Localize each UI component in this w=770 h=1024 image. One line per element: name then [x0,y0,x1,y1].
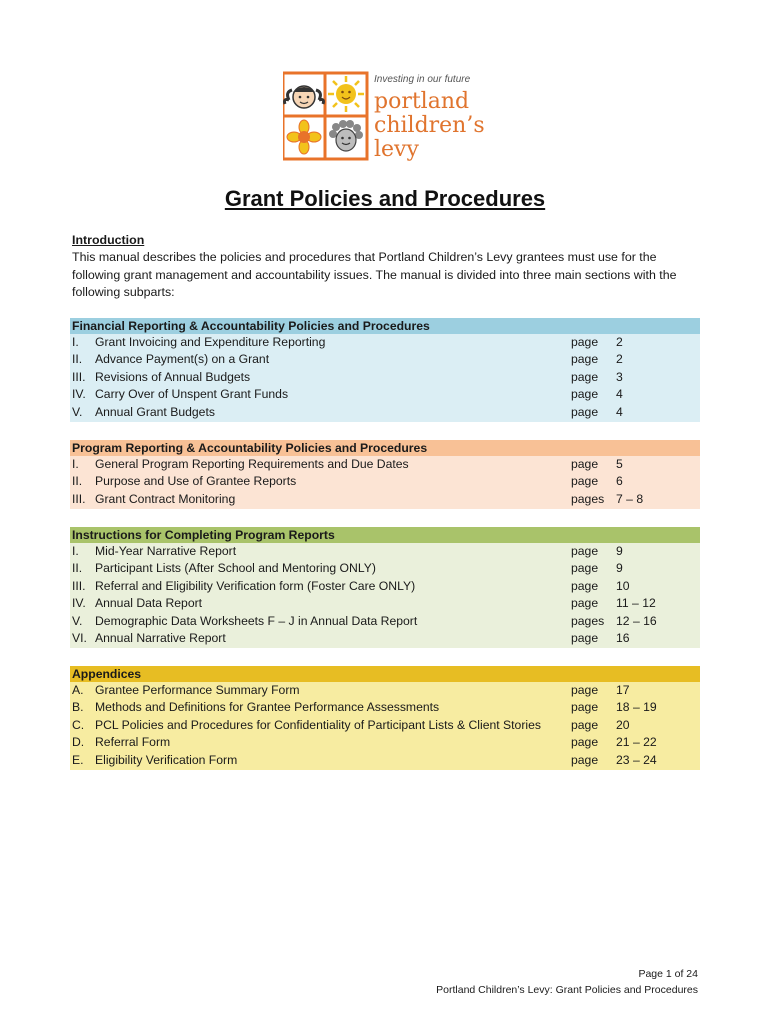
list-item [70,491,700,508]
item-label: Referral Form [95,735,171,750]
item-number: V. [72,404,83,419]
item-label: Referral and Eligibility Verification form (Foster Care ONLY) [95,578,416,593]
page-word: page [571,387,599,402]
item-number: II. [72,561,83,576]
portland-childrens-levy-logo [283,70,499,165]
item-number: B. [72,700,84,715]
item-number: VI. [72,630,87,645]
introduction-text: This manual describes the policies and procedures that Portland Children’s Levy grantees must use for the following grant management and accountability issues. The manual is divided into three main sections with the following subparts: [72,250,677,300]
item-label: PCL Policies and Procedures for Confidentiality of Participant Lists & Client Stories [95,717,541,732]
page-word: page [571,352,599,367]
list-item [70,560,700,577]
section-items [70,334,700,422]
page-number: 10 [616,578,630,593]
page-word: page [571,717,599,732]
item-number: III. [72,369,86,384]
page-number: 9 [616,561,623,576]
item-label: Grant Invoicing and Expenditure Reporting [95,335,326,349]
item-number: III. [72,491,86,506]
page-word: page [571,404,599,419]
item-label: Grant Contract Monitoring [95,491,236,506]
list-item [70,752,700,769]
page-number: 9 [616,544,623,558]
page-word: page [571,578,599,593]
item-label: Methods and Definitions for Grantee Performance Assessments [95,700,440,715]
item-number: I. [72,335,79,349]
item-number: C. [72,717,85,732]
page-word: page [571,735,599,750]
list-item [70,595,700,612]
page-number: 4 [616,387,623,402]
item-number: V. [72,613,83,628]
introduction-heading: Introduction [72,233,145,247]
item-label: Mid-Year Narrative Report [95,544,237,558]
list-item [70,386,700,403]
item-number: II. [72,474,83,489]
logo-graphic [283,70,499,165]
section-appendices [70,666,700,770]
introduction [72,232,702,302]
page-word: page [571,474,599,489]
item-number: II. [72,352,83,367]
item-label: Annual Grant Budgets [95,404,215,419]
page-number: 3 [616,369,623,384]
page-word: page [571,752,599,767]
page-word: page [571,544,599,558]
item-label: Revisions of Annual Budgets [95,369,251,384]
section-heading: Appendices [70,666,700,682]
item-number: E. [72,752,84,767]
list-item [70,682,700,699]
item-label: Purpose and Use of Grantee Reports [95,474,297,489]
page-number: 12 – 16 [616,613,657,628]
page-number: 21 – 22 [616,735,657,750]
section-financial-reporting [70,318,700,422]
item-number: I. [72,457,79,471]
section-items [70,456,700,509]
item-number: A. [72,683,84,697]
page-number: 16 [616,630,630,645]
section-heading: Financial Reporting & Accountability Policies and Procedures [70,318,700,334]
item-label: Annual Data Report [95,596,203,611]
page-word: page [571,700,599,715]
list-item [70,699,700,716]
item-label: Advance Payment(s) on a Grant [95,352,270,367]
list-item [70,613,700,630]
item-number: D. [72,735,85,750]
section-items [70,543,700,648]
list-item [70,351,700,368]
footer [436,966,698,998]
logo-tagline: Investing in our future [374,74,471,85]
document-label: Portland Children’s Levy: Grant Policies and Procedures [436,984,698,996]
list-item [70,404,700,421]
page-word: page [571,369,599,384]
page-number: 11 – 12 [616,596,656,611]
list-item [70,717,700,734]
sun-icon [328,76,364,112]
page-word: page [571,683,599,697]
page-number: 7 – 8 [616,491,644,506]
item-label: Annual Narrative Report [95,630,226,645]
page-title: Grant Policies and Procedures [224,186,546,211]
item-label: Demographic Data Worksheets F – J in Annual Data Report [95,613,418,628]
section-heading: Program Reporting & Accountability Policies and Procedures [70,440,700,456]
page-word: page [571,457,599,471]
list-item [70,630,700,647]
page-word: page [571,335,599,349]
list-item [70,334,700,351]
item-number: IV. [72,387,86,402]
page-number: 2 [616,335,623,349]
page-word: pages [571,613,605,628]
item-number: III. [72,578,86,593]
page-word: page [571,561,599,576]
item-label: Carry Over of Unspent Grant Funds [95,387,289,402]
page-number-label: Page 1 of 24 [638,968,698,980]
item-number: IV. [72,596,86,611]
item-label: General Program Reporting Requirements and Due Dates [95,457,409,471]
page-word: pages [571,491,605,506]
page-number: 20 [616,717,630,732]
list-item [70,369,700,386]
item-label: Grantee Performance Summary Form [95,683,300,697]
logo-line-3: levy [374,137,419,162]
page-number: 5 [616,457,623,471]
section-program-reporting [70,440,700,509]
page-number: 23 – 24 [616,752,657,767]
section-heading: Instructions for Completing Program Reports [70,527,700,543]
list-item [70,473,700,490]
page-number: 17 [616,683,630,697]
page-number: 2 [616,352,623,367]
list-item [70,734,700,751]
list-item [70,578,700,595]
page-number: 4 [616,404,623,419]
page-word: page [571,630,599,645]
section-items [70,682,700,770]
item-number: I. [72,544,79,558]
logo-line-2: children’s [374,113,485,138]
logo-line-1: portland [374,89,470,114]
page-word: page [571,596,599,611]
section-program-report-instructions [70,527,700,648]
page-number: 6 [616,474,623,489]
list-item [70,543,700,560]
list-item [70,456,700,473]
item-label: Participant Lists (After School and Mentoring ONLY) [95,561,376,576]
page-number: 18 – 19 [616,700,657,715]
item-label: Eligibility Verification Form [95,752,238,767]
